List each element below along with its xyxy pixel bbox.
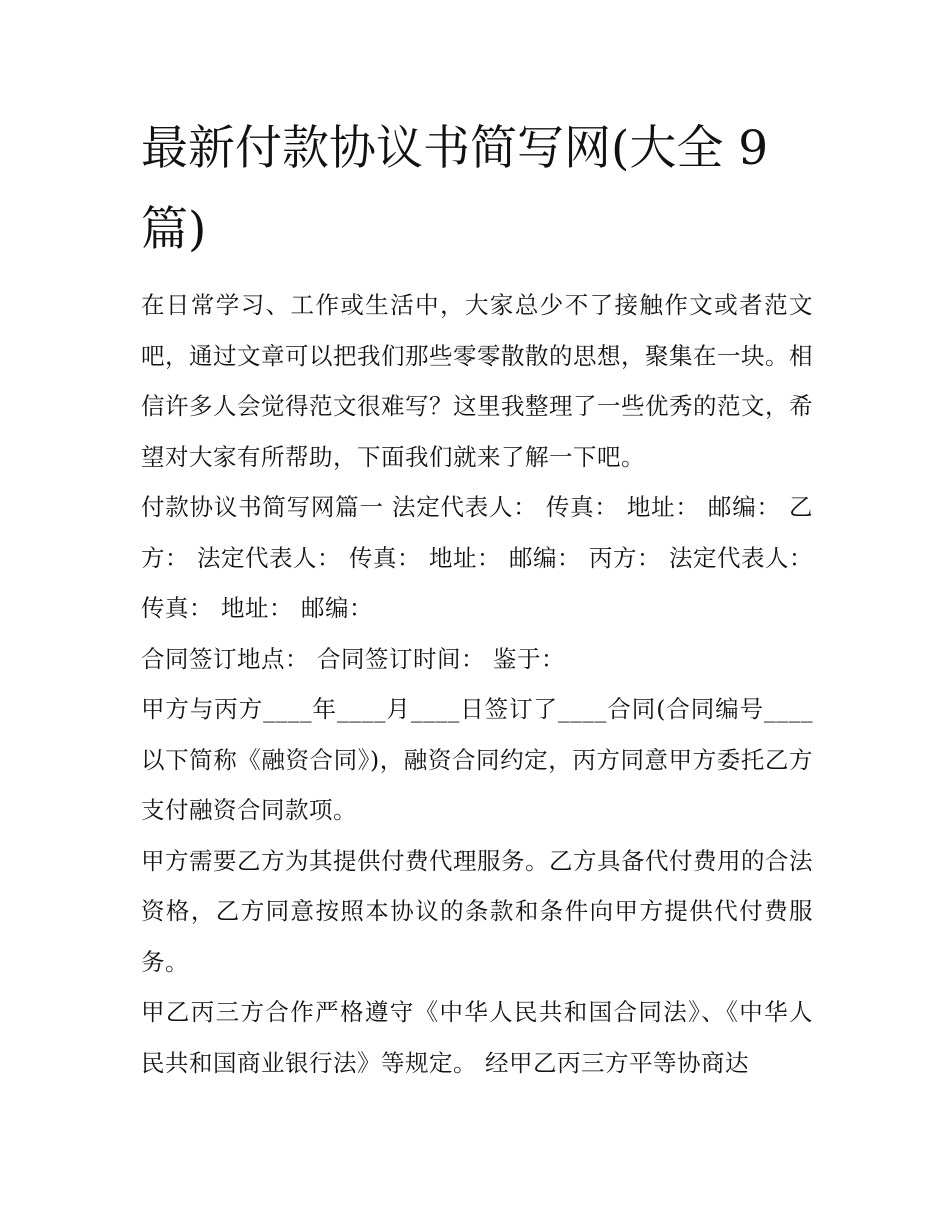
paragraph-legal-basis: 甲乙丙三方合作严格遵守《中华人民共和国合同法》、《中华人民共和国商业银行法》等规定。 经甲乙丙三方平等协商达 <box>141 998 813 1077</box>
document-body <box>141 108 813 1088</box>
paragraph-parties: 付款协议书简写网篇一 法定代表人： 传真： 地址： 邮编： 乙方： 法定代表人： 传真： 地址： 邮编： 丙方： 法定代表人： 传真： 地址： 邮编： <box>141 493 813 622</box>
document-title: 最新付款协议书简写网(大全 9 篇) <box>141 121 769 257</box>
paragraph-financing-contract: 甲方与丙方____年____月____日签订了____合同(合同编号____以下简称《融资合同》)，融资合同约定，丙方同意甲方委托乙方支付融资合同款项。 <box>141 695 813 824</box>
paragraph-signing-info: 合同签订地点： 合同签订时间： 鉴于： <box>141 644 565 673</box>
paragraph-intro: 在日常学习、工作或生活中，大家总少不了接触作文或者范文吧，通过文章可以把我们那些零零散散的思想，聚集在一块。相信许多人会觉得范文很难写？这里我整理了一些优秀的范文，希望对大家有所帮助，下面我们就来了解一下吧。 <box>141 291 813 471</box>
paragraph-agency-service: 甲方需要乙方为其提供付费代理服务。乙方具备代付费用的合法资格，乙方同意按照本协议的条款和条件向甲方提供代付费服务。 <box>141 846 813 976</box>
